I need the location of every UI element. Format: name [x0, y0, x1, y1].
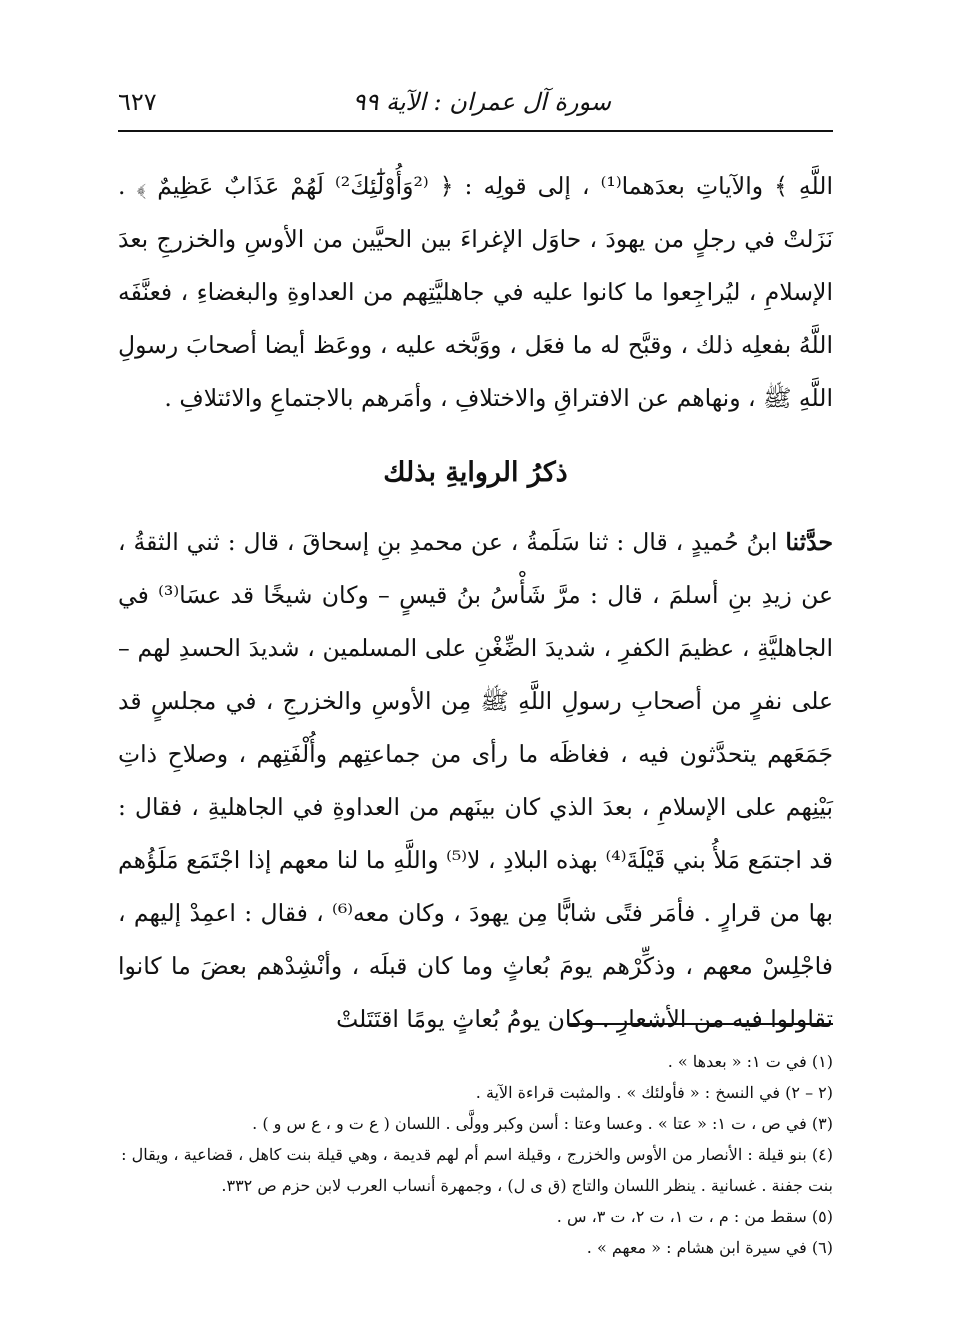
hadith-lead-word: حدَّثنا — [785, 528, 833, 556]
main-text-top — [118, 160, 833, 425]
footnotes — [118, 1046, 833, 1263]
footnote-3: (٣) في ص ، ت ١: « عتا » . وعسا وعتا : أسن وكبر وولَّى . اللسان ( ع ت و ، ع س و ) . — [252, 1114, 833, 1133]
page-header — [118, 82, 833, 122]
header-rule — [118, 130, 833, 132]
section-title: ذكرُ الروايةِ بذلك — [383, 457, 568, 488]
paragraph-2-text: ابنُ حُميدٍ ، قال : ثنا سَلَمةُ ، عن محمدِ بنِ إسحاقَ ، قال : ثني الثقةُ ، عن زيدِ بنِ أسلمَ ، قال : مرَّ شَأْسُ بنُ قيسٍ – وكان شيخًا قد عسَا⁽³⁾ في الجاهليَّةِ ، عظيمَ الكفرِ ، شديدَ الضِّغْنِ على المسلمين ، شديدَ الحسدِ لهم – على نفرٍ من أصحابِ رسولِ اللَّهِ ﷺ مِن الأوسِ والخزرجِ ، في مجلسٍ قد جَمَعَهم يتحدَّثون فيه ، فغاظَه ما رأى من جماعتِهم وأُلْفَتِهم ، وصلاحِ ذاتِ بَيْنِهم على الإسلامِ ، بعدَ الذي كان بينَهم من العداوةِ في الجاهليةِ ، فقال : قد اجتمَع مَلأُ بني قَيْلَةَ⁽⁴⁾ بهذه البلادِ ، لا⁽⁵⁾ واللَّهِ ما لنا معهم إذا اجْتَمَع مَلَؤُهم بها من قرارٍ . فأمَر فتًى شابًّا مِن يهودَ ، وكان معه⁽⁶⁾ ، فقال : اعمِدْ إليهم ، فاجْلِسْ معهم ، وذكِّرْهم يومَ بُعاثٍ وما كان قبلَه ، وأنْشِدْهم بعضَ ما كانوا تقاولوا فيه من الأشعارِ . وكان يومُ بُعاثٍ يومًا اقتَتَلتْ — [118, 528, 833, 1033]
footnote-1: (١) في ت ١: « بعدها » . — [667, 1052, 833, 1071]
footnote-5: (٥) سقط من : م ، ت ١، ت ٢، ت ٣، س . — [556, 1207, 833, 1226]
footnote-6: (٦) في سيرة ابن هشام : « معهم » . — [586, 1238, 833, 1257]
footnote-4-continued: بنت جفنة . غسانية . ينظر اللسان والتاج (ق ى ل) ، وجمهرة أنساب العرب لابن حزم ص ٣٣٢. — [221, 1176, 833, 1195]
paragraph-1: اللَّهِ ﴾ والآياتِ بعدَهما⁽¹⁾ ، إلى قولِه : ﴿ ⁽²وَأُوْلَٰٓئِكَ²⁾ لَهُمْ عَذَابٌ عَظِيمٌ ﴾ . نَزَلتْ في رجلٍ من يهودَ ، حاوَل الإغراءَ بين الحيَّين من الأوسِ والخزرجِ بعدَ الإسلامِ ، ليُراجِعوا ما كانوا عليه في جاهليَّتِهم من العداوةِ والبغضاءِ ، فعنَّفَه اللَّهُ بفعلِه ذلك ، وقبَّح له ما فعَل ، ووَبَّخه عليه ، ووعَظ أيضا أصحابَ رسولِ اللَّهِ ﷺ ، ونهاهم عن الافتراقِ والاختلافِ ، وأمَرهم بالاجتماعِ والائتلافِ . — [118, 172, 833, 412]
footnote-rule — [568, 1023, 833, 1025]
footnote-4: (٤) بنو قيلة : الأنصار من الأوس والخزرج ، وقيلة اسم أم لهم قديمة ، وهي قيلة بنت كاهل ، قضاعية ، ويقال : — [121, 1145, 833, 1164]
page-number: ٦٢٧ — [118, 88, 157, 116]
running-head: سورة آل عمران : الآية ٩٩ — [352, 88, 611, 116]
footnote-2: (٢ – ٢) في النسخ : « فأولئك » . والمثبت قراءة الآية . — [475, 1083, 833, 1102]
paragraph-2 — [118, 516, 833, 1046]
main-text-bottom — [118, 516, 833, 1046]
